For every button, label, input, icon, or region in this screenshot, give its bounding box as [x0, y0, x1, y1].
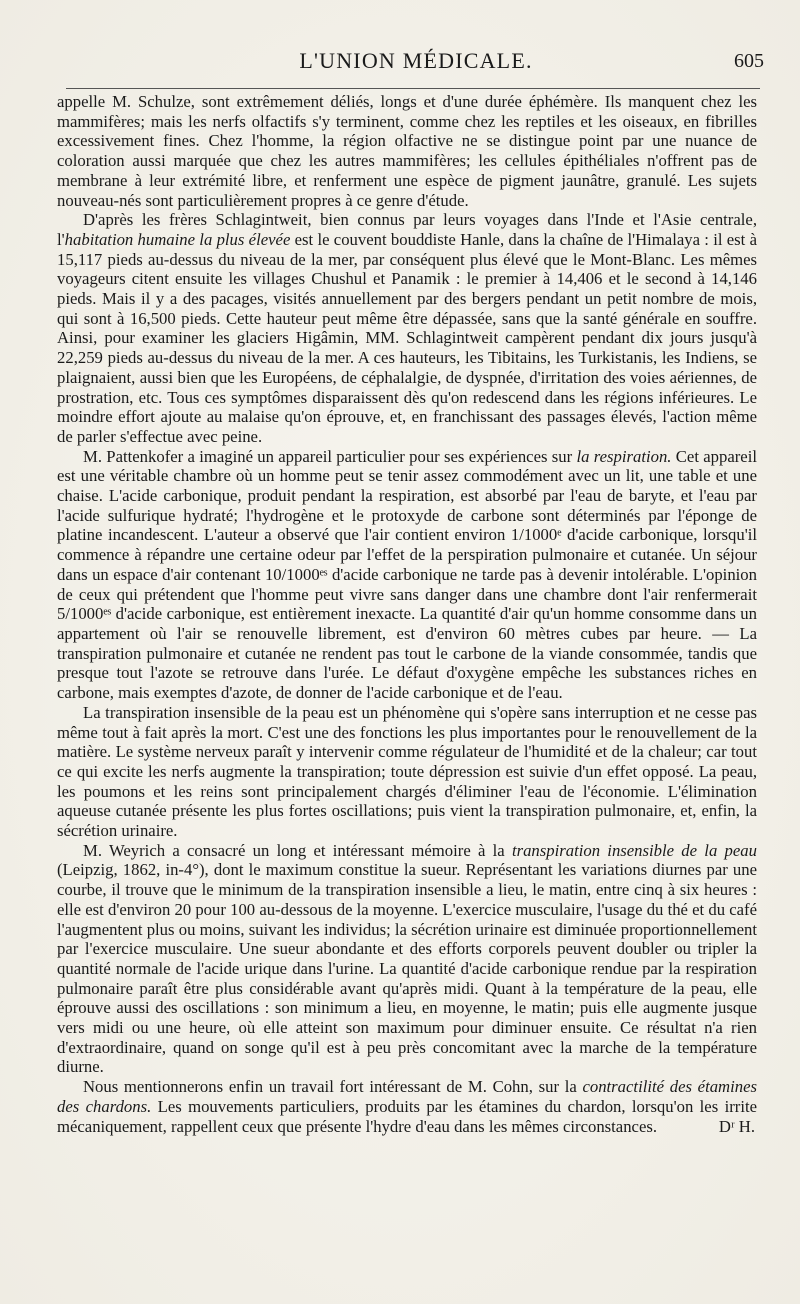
- text-segment: appelle M. Schulze, sont extrêmement déliés, longs et d'une durée éphémère. Ils manquent chez les mammifères; mais les nerfs olfactifs s'y terminent, comme chez les reptiles et les oiseaux, en fibrilles excessivement fines. Chez l'homme, la région olfactive ne se distingue point par une nuance de coloration aussi marquée que chez les autres mammifères; les cellules épithéliales n'offrent pas de membrane à leur extrémité libre, et renferment une espèce de pigment jaunâtre, granulé. Les sujets nouveau-nés sont particulièrement propres à ce genre d'étude.: [57, 92, 757, 210]
- running-head: [66, 48, 766, 78]
- text-segment: D'après les frères Schlagintweit, bien connus par leurs voyages dans l'Inde et l'Asie centrale, l': [57, 210, 757, 249]
- text-segment: La transpiration insensible de la peau est un phénomène qui s'opère sans interruption et ne cesse pas même tout à fait après la mort. C'est une des fonctions les plus importantes pour le renouvellement de la matière. Le système nerveux paraît y intervenir comme régulateur de l'humidité et de la chaleur; car tout ce qui excite les nerfs augmente la transpiration; toute dépression est suivie d'un effet opposé. La peau, les poumons et les reins sont principalement chargés d'éliminer l'eau de l'économie. L'élimination aqueuse cutanée présente les plus fortes oscillations; puis vient la transpiration pulmonaire, et, enfin, la sécrétion urinaire.: [57, 702, 757, 841]
- text-segment: Cet appareil est une véritable chambre où un homme peut se tenir assez commodément avec un lit, une table et une chaise. L'acide carbonique, produit pendant la respiration, est absorbé par l'eau de baryte, et l'eau par l'acide sulfurique hydraté; l'hydrogène et le protoxyde de carbone sont déterminés par l'éponge de platine incandescent. L'auteur a observé que l'air contient environ 1/1000ᵉ d'acide carbonique, lorsqu'il commence à répandre une certaine odeur par l'effet de la perspiration pulmonaire et cutanée. Un séjour dans un espace d'air contenant 10/1000ᵉˢ d'acide carbonique ne tarde pas à devenir intolérable. L'opinion de ceux qui prétendent que l'homme peut vivre sans danger dans une chambre dont l'air renfermerait 5/1000ᵉˢ d'acide carbonique, est entièrement inexacte. La quantité d'air qu'un homme consomme dans un appartement où l'air se renouvelle librement, est d'environ 60 mètres cubes par heure. — La transpiration pulmonaire et cutanée ne rendent pas tout le carbone de la viande consommée, tandis que presque tout l'azote se retrouve dans l'urée. Le défaut d'oxygène empêche les substances riches en carbone, mais exemptes d'azote, de donner de l'acide carbonique et de l'eau.: [57, 446, 757, 703]
- header-rule: [66, 88, 760, 89]
- paragraph-respiration: [57, 447, 757, 703]
- journal-title: L'UNION MÉDICALE.: [299, 48, 533, 73]
- paragraph-insensible-perspiration: [57, 703, 757, 841]
- italic-phrase: habitation humaine la plus élevée: [64, 229, 291, 249]
- text-segment: est le couvent bouddiste Hanle, dans la chaîne de l'Himalaya : il est à 15,117 pieds au-dessus du niveau de la mer, par conséquent plus élevé que le Mont-Blanc. Les mêmes voyageurs citent ensuite les villages Chushul et Panamik : le premier à 14,406 et le second à 14,146 pieds. Mais il y a des pacages, visités annuellement par des bergers pendant un petit nombre de mois, qui sont à 16,500 pieds. Cette hauteur peut même être dépassée, sans que la santé générale en souffre. Ainsi, pour examiner les glaciers Higâmin, MM. Schlagintweit campèrent pendant dix jours jusqu'à 22,259 pieds au-dessus du niveau de la mer. A ces hauteurs, les Tibitains, les Turkistanis, les Indiens, se plaignaient, aussi bien que les Européens, de céphalalgie, de dyspnée, d'irritation des voies aériennes, de prostration, etc. Tous ces symptômes disparaissent dès qu'on redescend dans les régions inférieures. Le moindre effort ajoute au malaise qu'on éprouve, et, en franchissant des passages élevés, l'action même de parler s'effectue avec peine.: [57, 229, 757, 446]
- italic-phrase: contractilité des étamines des chardons.: [57, 1077, 757, 1116]
- author-signature: Dʳ H.: [718, 1116, 755, 1136]
- text-segment: M. Pattenkofer a imaginé un appareil particulier pour ses expériences sur: [83, 446, 577, 466]
- paragraph-olfactory: [57, 92, 757, 210]
- paragraph-altitude: [57, 210, 757, 446]
- text-segment: M. Weyrich a consacré un long et intéressant mémoire à la: [83, 840, 512, 860]
- page-number: 605: [734, 50, 764, 72]
- text-segment: (Leipzig, 1862, in-4°), dont le maximum constitue la sueur. Représentant les variations diurnes par une courbe, il trouve que le minimum de la transpiration insensible a lieu, le matin, entre cinq à six heures : elle est d'environ 20 pour 100 au-dessous de la moyenne. L'exercice musculaire, l'usage du thé et du café l'augmentent plus ou moins, suivant les individus; la sécrétion urinaire est diminuée proportionnellement par l'exercice musculaire. Une sueur abondante et des efforts corporels peuvent doubler ou tripler la quantité normale de l'acide urique dans l'urine. La quantité d'acide carbonique rendue par la respiration pulmonaire paraît être plus considérable avant qu'après midi. Quant à la température de la peau, elle éprouve aussi des oscillations : son minimum a lieu, en moyenne, le matin; puis elle augmente jusque vers midi ou une heure, où elle atteint son maximum pour diminuer ensuite. Ce résultat n'a rien d'extraordinaire, quand on songe qu'il est à peu près concomitant avec la marche de la température diurne.: [57, 860, 757, 1077]
- paragraph-weyrich: [57, 841, 757, 1077]
- article-body: [57, 92, 757, 1136]
- text-segment: Les mouvements particuliers, produits par les étamines du chardon, lorsqu'on les irrite mécaniquement, rappellent ceux que présente l'hydre d'eau dans les mêmes circonstances.: [57, 1096, 757, 1136]
- text-segment: Nous mentionnerons enfin un travail fort intéressant de M. Cohn, sur la: [83, 1077, 583, 1097]
- paragraph-cohn: [57, 1077, 757, 1136]
- italic-phrase: la respiration.: [576, 446, 672, 466]
- italic-phrase: transpiration insensible de la peau: [511, 840, 757, 860]
